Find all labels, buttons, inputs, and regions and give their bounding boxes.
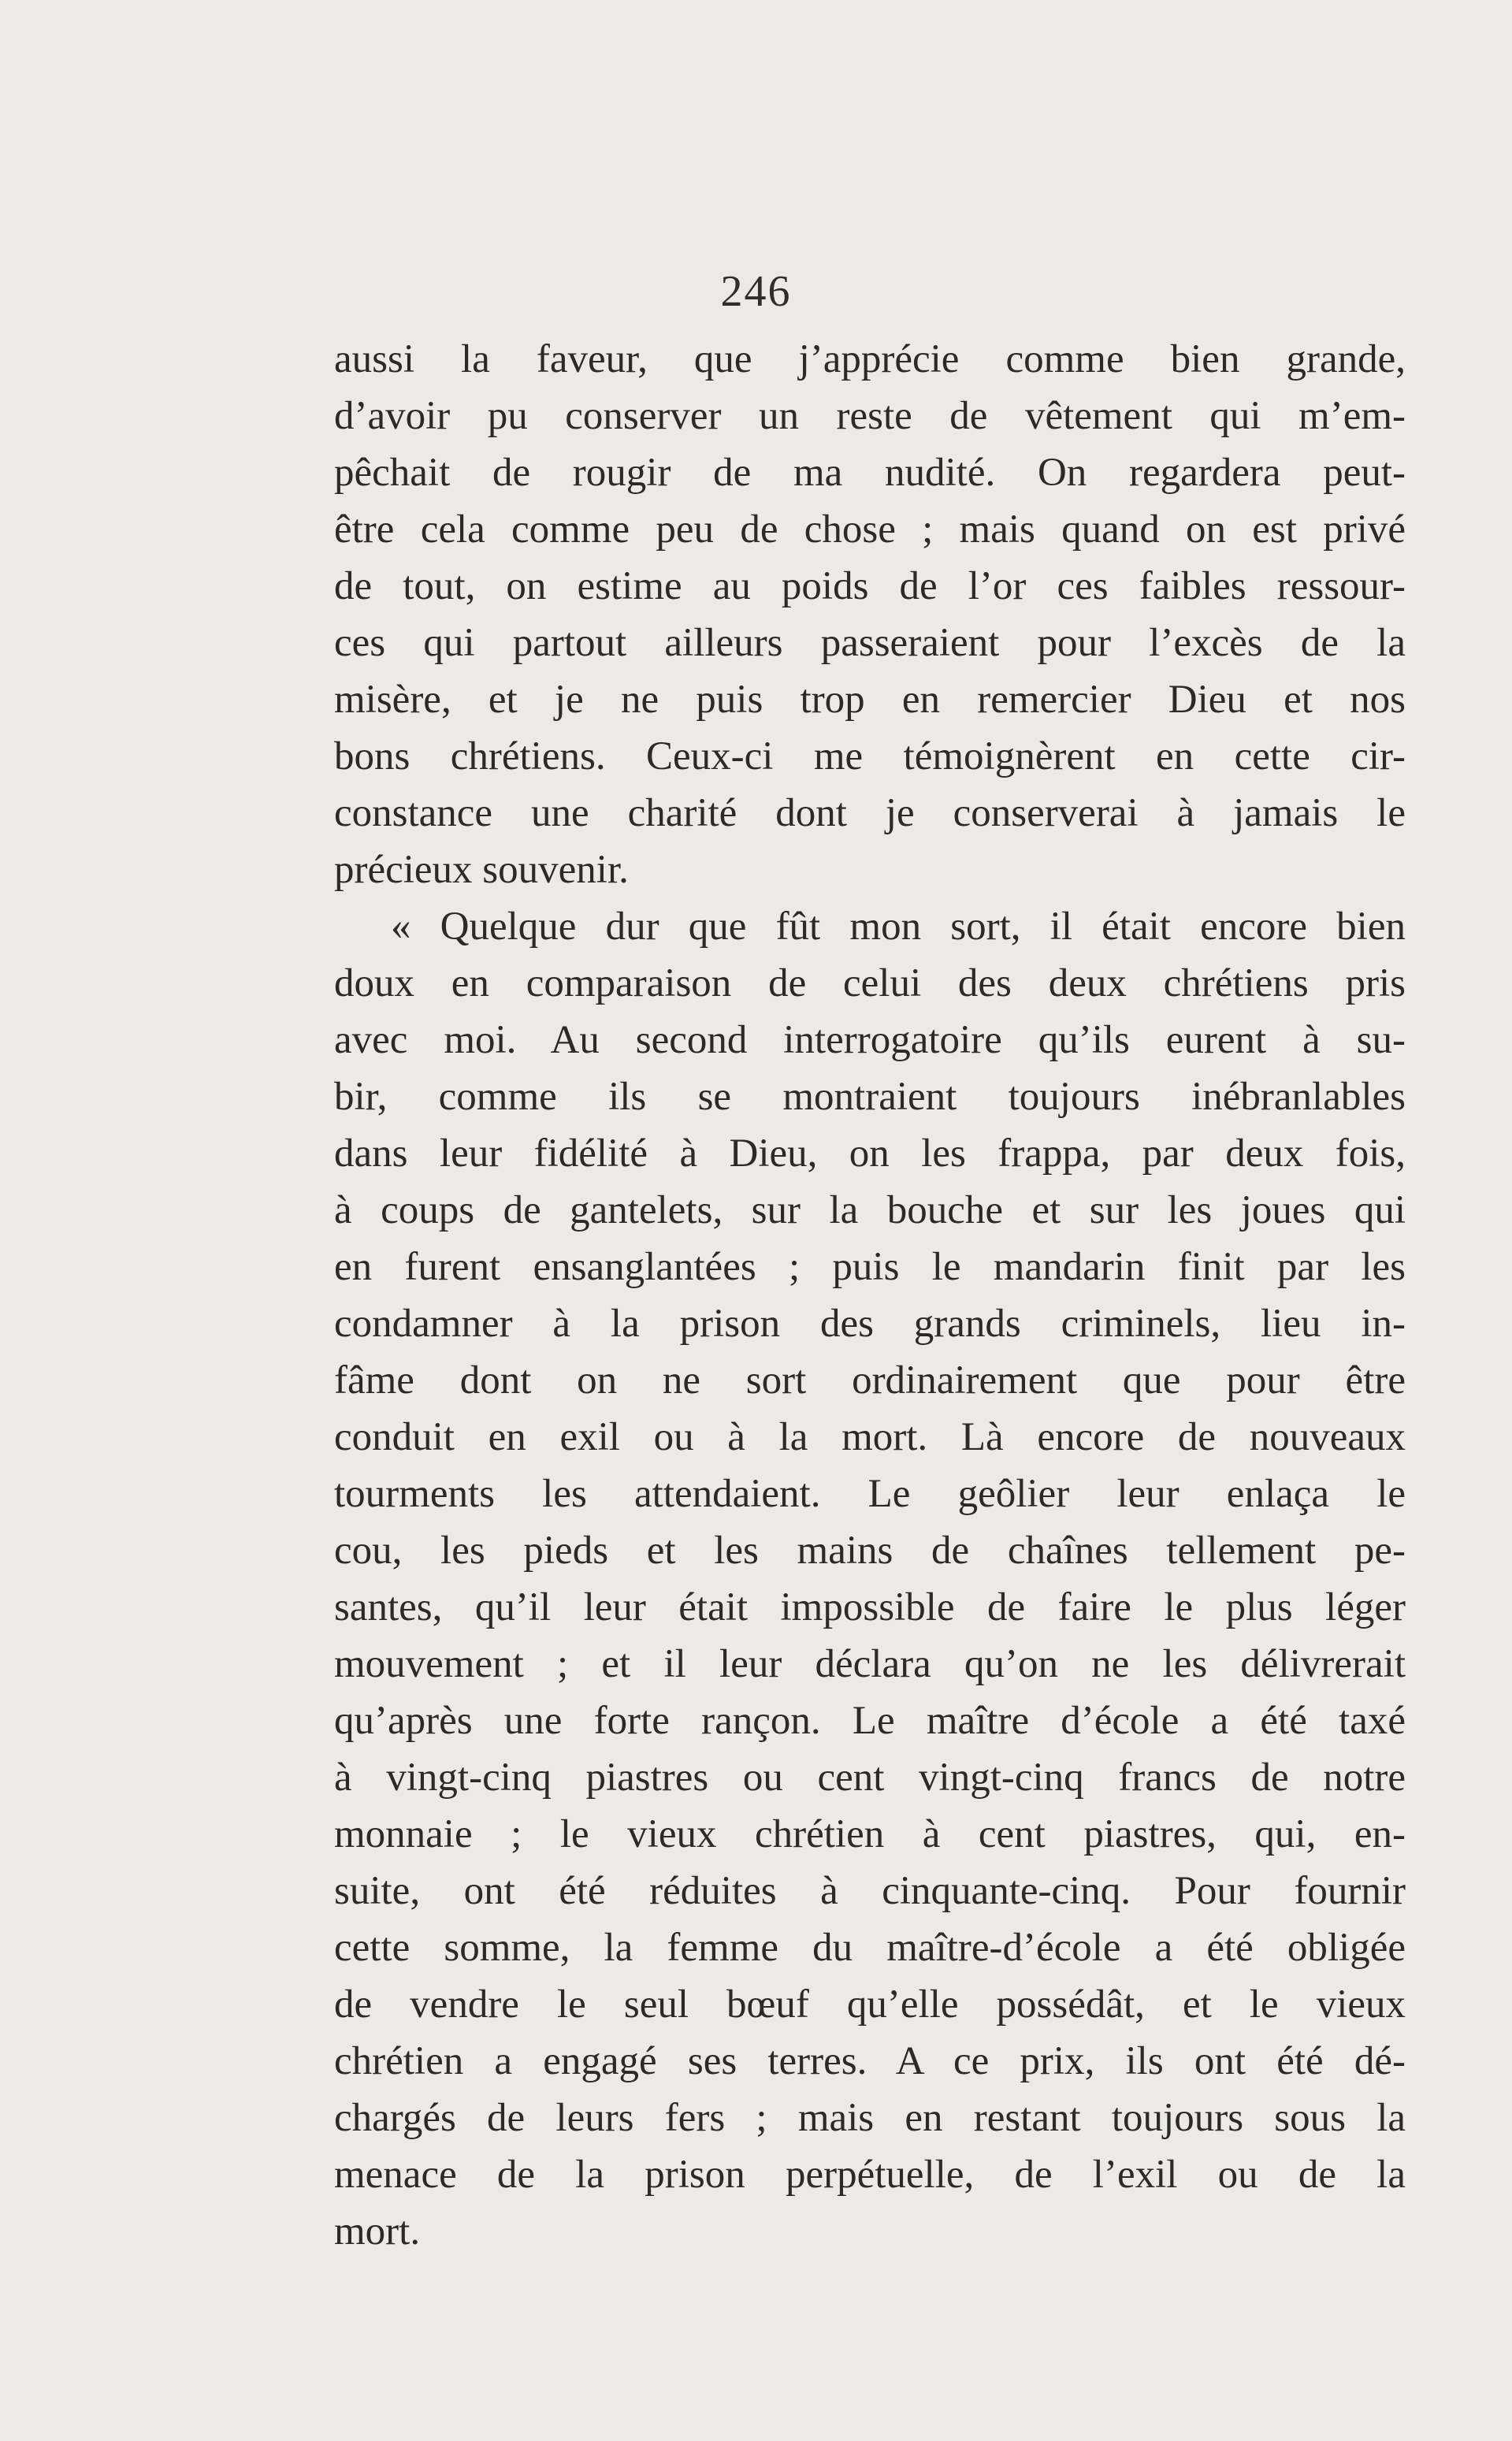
text-line-paragraph-end: précieux souvenir. — [334, 848, 629, 892]
body-text — [334, 331, 1406, 2260]
page-number: 246 — [720, 267, 792, 316]
text-line: menace de la prison perpétuelle, de l’exil ou de la — [334, 2153, 1406, 2197]
text-line-paragraph-end: mort. — [334, 2209, 421, 2253]
text-line: dans leur fidélité à Dieu, on les frappa, par deux fois, — [334, 1131, 1406, 1176]
text-line: à vingt-cinq piastres ou cent vingt-cinq francs de notre — [334, 1756, 1406, 1800]
text-line: cou, les pieds et les mains de chaînes tellement pe- — [334, 1529, 1406, 1573]
text-line: aussi la faveur, que j’apprécie comme bien grande, — [334, 337, 1406, 381]
text-line: monnaie ; le vieux chrétien à cent piastres, qui, en- — [334, 1812, 1406, 1856]
text-line: avec moi. Au second interrogatoire qu’ils eurent à su- — [334, 1018, 1406, 1062]
text-line: pêchait de rougir de ma nudité. On regardera peut- — [334, 451, 1406, 495]
text-line: cette somme, la femme du maître-d’école a été obligée — [334, 1926, 1406, 1970]
text-line: doux en comparaison de celui des deux chrétiens pris — [334, 961, 1406, 1005]
text-line: ces qui partout ailleurs passeraient pour l’excès de la — [334, 621, 1406, 665]
text-line: tourments les attendaient. Le geôlier leur enlaça le — [334, 1472, 1406, 1516]
text-line: chargés de leurs fers ; mais en restant toujours sous la — [334, 2096, 1406, 2140]
text-line-paragraph-start: « Quelque dur que fût mon sort, il était encore bien — [391, 905, 1406, 949]
text-line: de vendre le seul bœuf qu’elle possédât, et le vieux — [334, 1982, 1406, 2027]
text-line: qu’après une forte rançon. Le maître d’école a été taxé — [334, 1699, 1406, 1743]
text-line: en furent ensanglantées ; puis le mandarin finit par les — [334, 1245, 1406, 1289]
text-line: à coups de gantelets, sur la bouche et sur les joues qui — [334, 1188, 1406, 1232]
text-line: fâme dont on ne sort ordinairement que pour être — [334, 1358, 1406, 1403]
text-line: constance une charité dont je conserverai à jamais le — [334, 791, 1406, 835]
text-line: misère, et je ne puis trop en remercier Dieu et nos — [334, 678, 1406, 722]
text-line: être cela comme peu de chose ; mais quand on est privé — [334, 507, 1406, 552]
text-line: bir, comme ils se montraient toujours inébranlables — [334, 1075, 1406, 1119]
text-line: santes, qu’il leur était impossible de faire le plus léger — [334, 1585, 1406, 1629]
text-line: suite, ont été réduites à cinquante-cinq. Pour fournir — [334, 1869, 1406, 1913]
text-line: de tout, on estime au poids de l’or ces faibles ressour- — [334, 564, 1406, 608]
text-line: condamner à la prison des grands criminels, lieu in- — [334, 1302, 1406, 1346]
text-line: chrétien a engagé ses terres. A ce prix, ils ont été dé- — [334, 2039, 1406, 2083]
text-line: mouvement ; et il leur déclara qu’on ne les délivrerait — [334, 1642, 1406, 1686]
text-line: conduit en exil ou à la mort. Là encore de nouveaux — [334, 1415, 1406, 1459]
text-line: d’avoir pu conserver un reste de vêtement qui m’em- — [334, 394, 1406, 438]
text-line: bons chrétiens. Ceux-ci me témoignèrent en cette cir- — [334, 734, 1406, 778]
